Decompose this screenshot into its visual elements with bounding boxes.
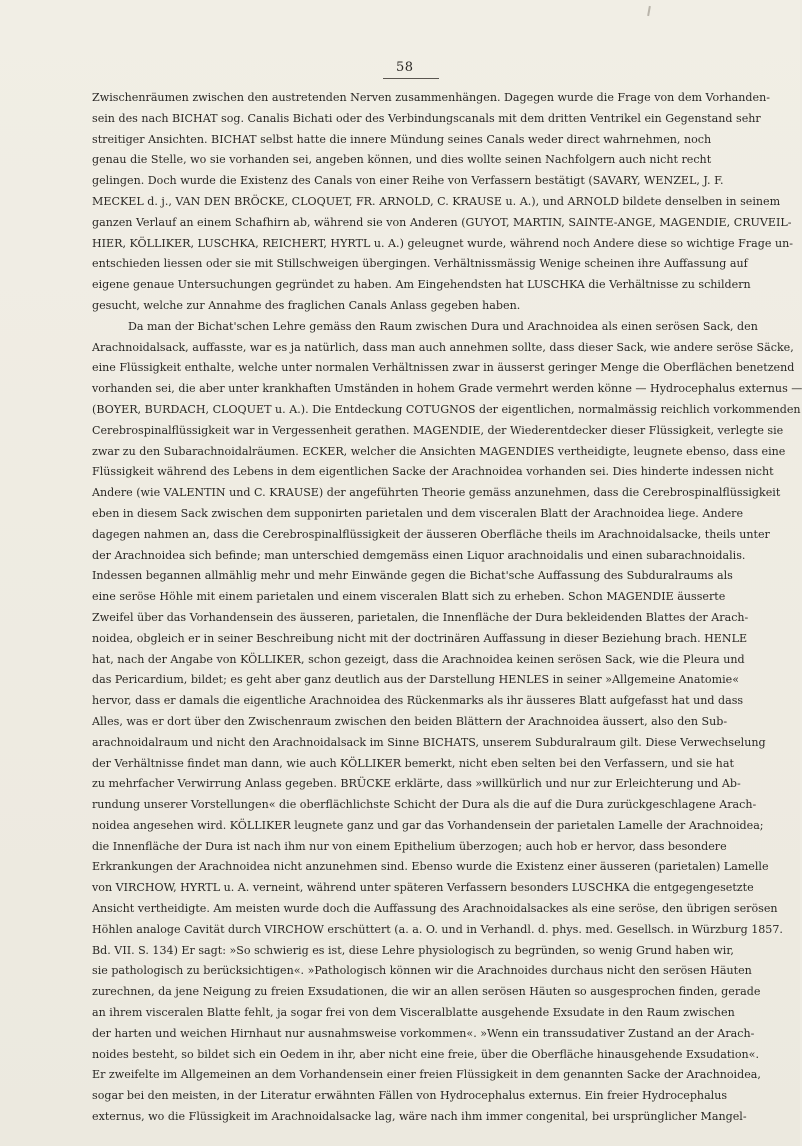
text-line: der Verhältnisse findet man dann, wie auch KÖLLIKER bemerkt, nicht eben selten bei den Verfassern, und sie hat	[92, 756, 734, 770]
text-line: zurechnen, da jene Neigung zu freien Exsudationen, die wir an allen serösen Häuten so ausgesprochen finden, gerade	[92, 985, 761, 999]
text-line: genau die Stelle, wo sie vorhanden sei, angeben können, und dies wollte seinen Nachfolgern auch nicht recht	[92, 153, 712, 167]
text-line: eigene genaue Untersuchungen gegründet zu haben. Am Eingehendsten hat LUSCHKA die Verhältnisse zu schildern	[92, 278, 751, 292]
text-line: Erkrankungen der Arachnoidea nicht anzunehmen sind. Ebenso wurde die Existenz einer äusseren (parietalen) Lamelle	[92, 860, 769, 874]
text-line: sogar bei den meisten, in der Literatur erwähnten Fällen von Hydrocephalus externus. Ein freier Hydrocephalus	[92, 1089, 728, 1103]
page-number-rule	[383, 78, 439, 79]
text-line: dagegen nahmen an, dass die Cerebrospinalflüssigkeit der äusseren Oberfläche theils im Arachnoidalsacke, theils unter	[92, 527, 770, 541]
text-line: eben in diesem Sack zwischen dem supponirten parietalen und dem visceralen Blatt der Arachnoidea liege. Andere	[92, 506, 744, 520]
text-line: der Arachnoidea sich befinde; man unterschied demgemäss einen Liquor arachnoidalis und einen subarachnoidalis.	[92, 548, 746, 562]
text-line: rundung unserer Vorstellungen« die oberflächlichste Schicht der Dura als die auf die Dura zurückgeschlagene Arach-	[92, 798, 757, 812]
text-line: Indessen begannen allmählig mehr und mehr Einwände gegen die Bichat'sche Auffassung des Subduralraums als	[92, 569, 733, 583]
text-line: Andere (wie VALENTIN und C. KRAUSE) der angeführten Theorie gemäss anzunehmen, dass die Cerebrospinalflüssigkeit	[92, 486, 781, 500]
text-line: der harten und weichen Hirnhaut nur ausnahmsweise vorkommen«. »Wenn ein transsudativer Zustand an der Arach-	[92, 1026, 755, 1040]
text-line: gesucht, welche zur Annahme des fraglichen Canals Anlass gegeben haben.	[92, 298, 521, 312]
text-line: Da man der Bichat'schen Lehre gemäss den Raum zwischen Dura und Arachnoidea als einen serösen Sack, den	[128, 319, 758, 333]
text-line: sein des nach BICHAT sog. Canalis Bichati oder des Verbindungscanals mit dem dritten Ventrikel ein Gegenstand sehr	[92, 111, 761, 125]
text-line: hervor, dass er damals die eigentliche Arachnoidea des Rückenmarks als ihr äusseres Blatt aufgefasst hat und dass	[92, 694, 744, 708]
text-line: das Pericardium, bildet; es geht aber ganz deutlich aus der Darstellung HENLES in seiner »Allgemeine Anatomie«	[92, 673, 739, 687]
text-line: Arachnoidalsack, auffasste, war es ja natürlich, dass man auch annehmen sollte, dass dieser Sack, wie andere seröse Säcke,	[92, 340, 794, 354]
paper-speck	[647, 6, 651, 16]
text-line: gelingen. Doch wurde die Existenz des Canals von einer Reihe von Verfassern bestätigt (SAVARY, WENZEL, J. F.	[92, 174, 724, 188]
text-line: zwar zu den Subarachnoidalräumen. ECKER, welcher die Ansichten MAGENDIES vertheidigte, leugnete ebenso, dass eine	[92, 444, 786, 458]
text-line: Zwischenräumen zwischen den austretenden Nerven zusammenhängen. Dagegen wurde die Frage von dem Vorhanden-	[92, 91, 770, 104]
text-line: streitiger Ansichten. BICHAT selbst hatte die innere Mündung seines Canals weder direct wahrnehmen, noch	[92, 132, 712, 146]
text-line: MECKEL d. j., VAN DEN BRÖCKE, CLOQUET, FR. ARNOLD, C. KRAUSE u. A.), und ARNOLD bildete denselben in seinem	[92, 194, 781, 208]
text-line: von VIRCHOW, HYRTL u. A. verneint, während unter späteren Verfassern besonders LUSCHKA die entgegengesetzte	[92, 881, 754, 895]
text-line: arachnoidalraum und nicht den Arachnoidalsack im Sinne BICHATS, unserem Subduralraum gilt. Diese Verwechselung	[92, 735, 766, 749]
text-line: Ansicht vertheidigte. Am meisten wurde doch die Auffassung des Arachnoidalsackes als eine seröse, den übrigen serösen	[92, 902, 778, 916]
text-line: eine Flüssigkeit enthalte, welche unter normalen Verhältnissen zwar in äusserst geringer Menge die Oberflächen benetzend	[92, 361, 795, 375]
page-number: 58	[396, 60, 414, 75]
text-line: entschieden liessen oder sie mit Stillschweigen übergingen. Verhältnissmässig Wenige scheinen ihre Auffassung auf	[92, 257, 748, 271]
text-line: (BOYER, BURDACH, CLOQUET u. A.). Die Entdeckung COTUGNOS der eigentlichen, normalmässig reichlich vorkommenden	[92, 402, 801, 416]
text-line: Höhlen analoge Cavität durch VIRCHOW erschüttert (a. a. O. und in Verhandl. d. phys. med. Gesellsch. in Würzburg 1857.	[92, 922, 783, 936]
text-line: an ihrem visceralen Blatte fehlt, ja sogar frei von dem Visceralblatte ausgehende Exsudate in den Raum zwischen	[92, 1006, 735, 1020]
text-line: die Innenfläche der Dura ist nach ihm nur von einem Epithelium überzogen; auch hob er hervor, dass besondere	[92, 839, 727, 853]
text-line: Alles, was er dort über den Zwischenraum zwischen den beiden Blättern der Arachnoidea äussert, also den Sub-	[92, 714, 728, 728]
text-line: noidea angesehen wird. KÖLLIKER leugnete ganz und gar das Vorhandensein der parietalen Lamelle der Arachnoidea;	[92, 818, 764, 832]
text-line: ganzen Verlauf an einem Schafhirn ab, während sie von Anderen (GUYOT, MARTIN, SAINTE-ANGE, MAGENDIE, CRUVEIL-	[92, 215, 792, 229]
body-text	[92, 88, 802, 1128]
text-line: vorhanden sei, die aber unter krankhaften Umständen in hohem Grade vermehrt werden könne — Hydrocephalus externus —	[92, 382, 802, 396]
text-line: zu mehrfacher Verwirrung Anlass gegeben. BRÜCKE erklärte, dass »willkürlich und nur zur Erleichterung und Ab-	[92, 777, 741, 791]
text-line: Bd. VII. S. 134) Er sagt: »So schwierig es ist, diese Lehre physiologisch zu begründen, so wenig Grund haben wir,	[92, 943, 734, 957]
text-line: sie pathologisch zu berücksichtigen«. »Pathologisch können wir die Arachnoides durchaus nicht den serösen Häuten	[92, 964, 752, 978]
text-line: hat, nach der Angabe von KÖLLIKER, schon gezeigt, dass die Arachnoidea keinen serösen Sack, wie die Pleura und	[92, 652, 745, 666]
text-line: HIER, KÖLLIKER, LUSCHKA, REICHERT, HYRTL u. A.) geleugnet wurde, während noch Andere diese so wichtige Frage un-	[92, 236, 793, 250]
text-line: eine seröse Höhle mit einem parietalen und einem visceralen Blatt sich zu erheben. Schon MAGENDIE äusserte	[92, 590, 726, 604]
text-line: Er zweifelte im Allgemeinen an dem Vorhandensein einer freien Flüssigkeit in dem genannten Sacke der Arachnoidea,	[92, 1068, 761, 1082]
text-line: noides besteht, so bildet sich ein Oedem in ihr, aber nicht eine freie, über die Oberfläche hinausgehende Exsudation«.	[92, 1047, 759, 1061]
text-line: noidea, obgleich er in seiner Beschreibung nicht mit der doctrinären Auffassung in dieser Beziehung brach. HENLE	[92, 631, 748, 645]
text-line: Cerebrospinalflüssigkeit war in Vergessenheit gerathen. MAGENDIE, der Wiederentdecker dieser Flüssigkeit, verlegte sie	[92, 423, 784, 437]
text-line: Flüssigkeit während des Lebens in dem eigentlichen Sacke der Arachnoidea vorhanden sei. Dies hinderte indessen nicht	[92, 465, 774, 479]
text-line: Zweifel über das Vorhandensein des äusseren, parietalen, die Innenfläche der Dura bekleidenden Blattes der Arach-	[92, 610, 749, 624]
text-line: externus, wo die Flüssigkeit im Arachnoidalsacke lag, wäre nach ihm immer congenital, bei ursprünglicher Mangel-	[92, 1110, 747, 1124]
